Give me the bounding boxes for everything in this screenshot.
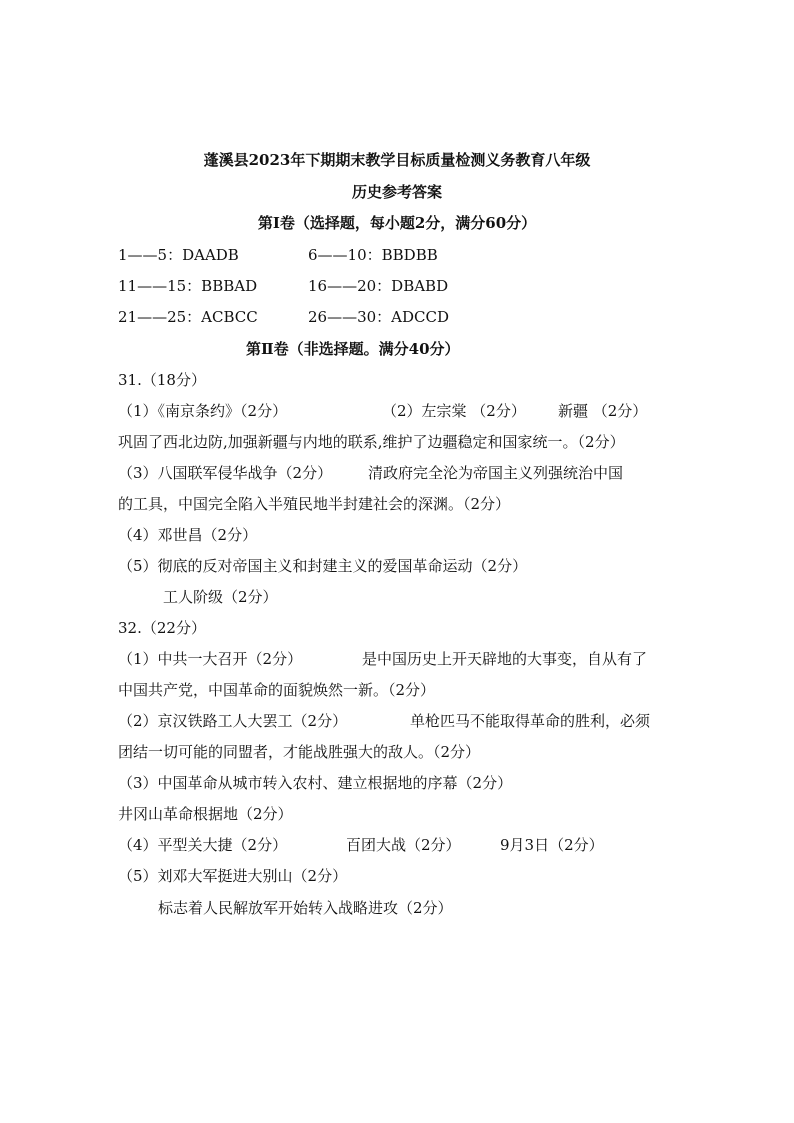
q31-answer: 清政府完全沦为帝国主义列强统治中国 xyxy=(368,464,624,482)
q32-answer: 单枪匹马不能取得革命的胜利，必须 xyxy=(410,712,651,730)
q32-answer: 是中国历史上开天辟地的大事变，自从有了 xyxy=(362,650,648,668)
answer-range: 11——15：BBBAD xyxy=(118,277,258,295)
title-line-1: 蓬溪县2023年下期期末教学目标质量检测义务教育八年级 xyxy=(203,151,591,169)
q32-answer: （4）平型关大捷（2分） xyxy=(118,836,288,854)
q31-answer: （2）左宗棠 （2分） xyxy=(382,402,526,420)
q32-answer: （2）京汉铁路工人大罢工（2分） xyxy=(118,712,348,730)
q31-answer: （5）彻底的反对帝国主义和封建主义的爱国革命运动（2分） xyxy=(118,557,528,575)
q32-answer: （3）中国革命从城市转入农村、建立根据地的序幕（2分） xyxy=(118,774,513,792)
q31-answer: （1）《南京条约》（2分） xyxy=(118,402,288,420)
q31-answer: 新疆 （2分） xyxy=(558,402,648,420)
answer-range: 26——30：ADCCD xyxy=(308,308,450,326)
q31-answer: 工人阶级（2分） xyxy=(163,588,278,606)
q32-answer: 团结一切可能的同盟者，才能战胜强大的敌人。（2分） xyxy=(118,743,481,761)
q32-answer: （1）中共一大召开（2分） xyxy=(118,650,303,668)
q31-answer: （3）八国联军侵华战争（2分） xyxy=(118,464,333,482)
q32-answer: 标志着人民解放军开始转入战略进攻（2分） xyxy=(158,899,453,917)
q31-title: 31.（18分） xyxy=(118,371,206,389)
title-line-2: 历史参考答案 xyxy=(351,183,442,201)
answer-range: 6——10：BBDBB xyxy=(308,246,438,264)
q32-answer: 9月3日（2分） xyxy=(500,836,604,854)
part2-heading: 第Ⅱ卷（非选择题。满分40分） xyxy=(246,340,460,358)
q32-answer: 百团大战（2分） xyxy=(346,836,461,854)
q31-answer: （4）邓世昌（2分） xyxy=(118,526,258,544)
answer-range: 1——5：DAADB xyxy=(118,246,239,264)
answer-range: 21——25：ACBCC xyxy=(118,308,258,326)
q31-answer: 巩固了西北边防,加强新疆与内地的联系,维护了边疆稳定和国家统一。（2分） xyxy=(118,433,625,451)
q32-answer: （5）刘邓大军挺进大别山（2分） xyxy=(118,867,348,885)
q32-title: 32.（22分） xyxy=(118,619,206,637)
part1-heading: 第Ⅰ卷（选择题，每小题2分，满分60分） xyxy=(257,214,537,232)
q32-answer: 井冈山革命根据地（2分） xyxy=(118,805,293,823)
answer-range: 16——20：DBABD xyxy=(308,277,449,295)
q31-answer: 的工具，中国完全陷入半殖民地半封建社会的深渊。（2分） xyxy=(118,495,511,513)
q32-answer: 中国共产党，中国革命的面貌焕然一新。（2分） xyxy=(118,681,436,699)
